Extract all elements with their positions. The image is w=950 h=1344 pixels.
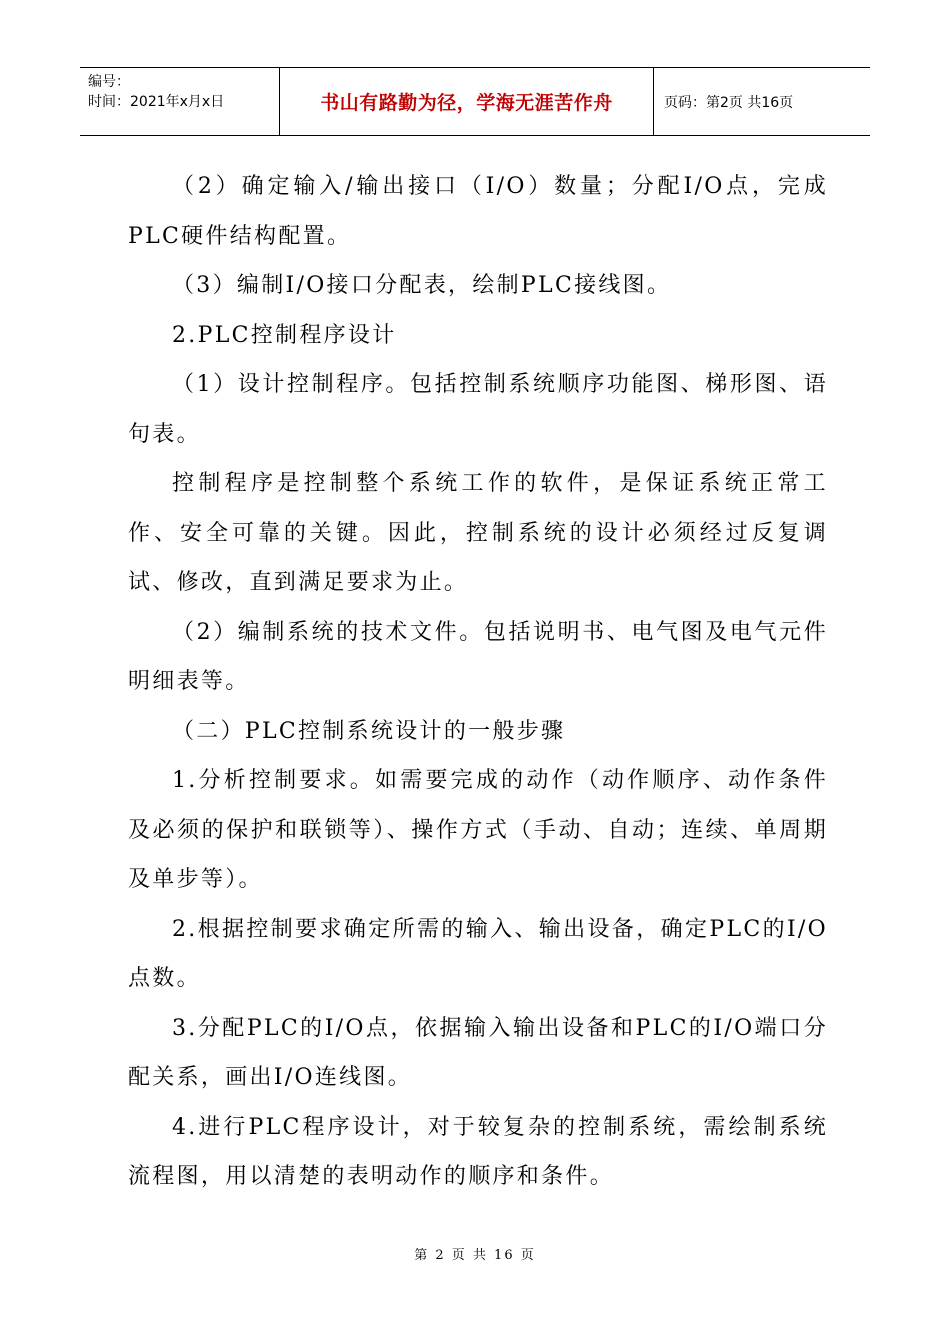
paragraph: （3）编制I/O接口分配表，绘制PLC接线图。 [172, 273, 672, 298]
document-body [128, 162, 828, 1202]
serial-number-label: 编号： [88, 74, 130, 90]
header-motto-cell [280, 68, 654, 135]
paragraph: 2.根据控制要求确定所需的输入、输出设备，确定PLC的I/O点数。 [128, 916, 828, 991]
paragraph: （2）编制系统的技术文件。包括说明书、电气图及电气元件明细表等。 [128, 619, 828, 694]
paragraph: 1.分析控制要求。如需要完成的动作（动作顺序、动作条件及必须的保护和联锁等）、操作方式（手动、自动；连续、单周期及单步等）。 [128, 768, 828, 892]
header-page-cell [654, 68, 870, 135]
paragraph: （2）确定输入/输出接口（I/O）数量；分配I/O点，完成PLC硬件结构配置。 [128, 174, 828, 249]
paragraph: （1）设计控制程序。包括控制系统顺序功能图、梯形图、语句表。 [128, 372, 828, 447]
page-header [80, 67, 870, 136]
header-info-cell [80, 68, 280, 135]
page-number-label: 页码：第2页 共16页 [664, 94, 794, 111]
motto-text: 书山有路勤为径，学海无涯苦作舟 [320, 92, 613, 114]
paragraph: 控制程序是控制整个系统工作的软件，是保证系统正常工作、安全可靠的关键。因此，控制系统的设计必须经过反复调试、修改，直到满足要求为止。 [128, 471, 828, 595]
section-heading: 2.PLC控制程序设计 [172, 322, 397, 348]
page-footer: 第 2 页 共 16 页 [414, 1248, 536, 1263]
paragraph: 3.分配PLC的I/O点，依据输入输出设备和PLC的I/O端口分配关系，画出I/O连线图。 [128, 1015, 828, 1090]
time-label: 时间：2021年x月x日 [88, 94, 225, 110]
section-heading: （二）PLC控制系统设计的一般步骤 [172, 718, 566, 744]
paragraph: 4.进行PLC程序设计，对于较复杂的控制系统，需绘制系统流程图，用以清楚的表明动作的顺序和条件。 [128, 1114, 828, 1189]
